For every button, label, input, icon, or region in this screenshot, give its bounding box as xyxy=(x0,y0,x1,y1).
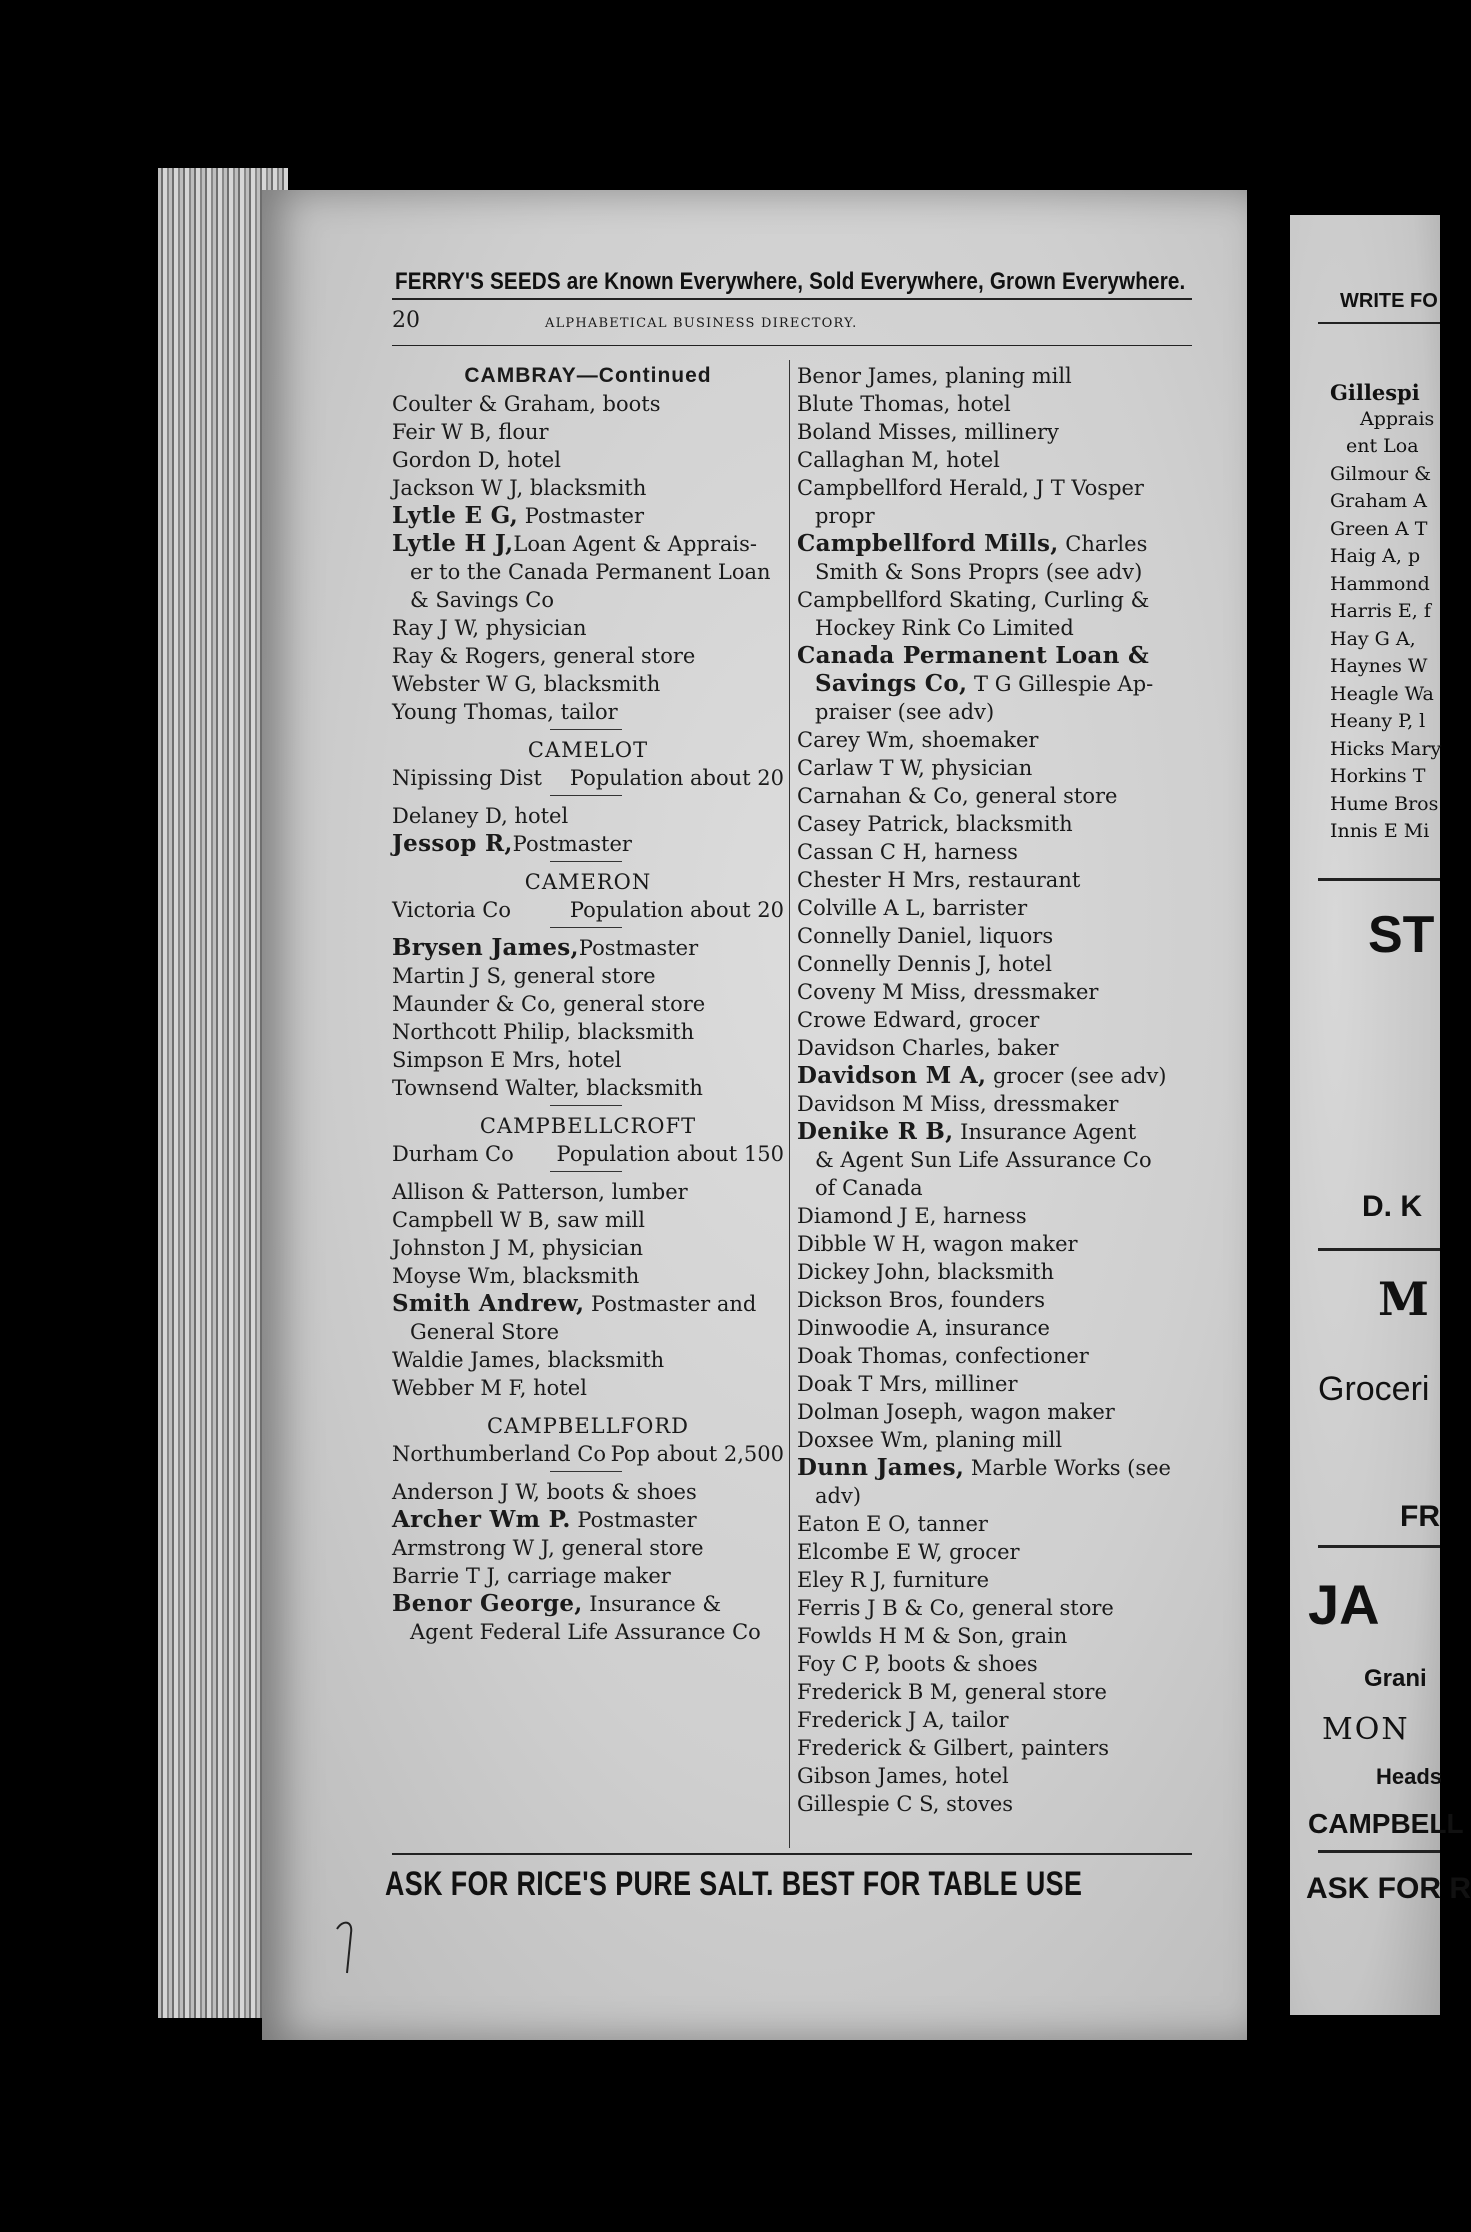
section-separator xyxy=(392,792,784,802)
town-heading: CAMPBELLCROFT xyxy=(479,1114,697,1138)
directory-entry xyxy=(797,558,1193,586)
entry-text: Feir W B, flour xyxy=(392,420,549,444)
adjacent-entry: Hume Bros xyxy=(1330,792,1439,815)
left-column xyxy=(392,362,784,1646)
entry-text: Gillespie C S, stoves xyxy=(797,1792,1014,1816)
directory-entry xyxy=(392,1234,784,1262)
directory-entry xyxy=(797,446,1193,474)
town-heading: CAMELOT xyxy=(527,738,649,762)
entry-name: Dunn James, xyxy=(797,1454,965,1481)
entry-text: Fowlds H M & Son, grain xyxy=(797,1624,1068,1648)
directory-entry xyxy=(392,1346,784,1374)
adjacent-entry: Hicks Mary xyxy=(1330,737,1442,760)
directory-entry xyxy=(797,838,1193,866)
directory-entry xyxy=(392,990,784,1018)
entry-text: Armstrong W J, general store xyxy=(392,1536,704,1560)
directory-entry xyxy=(797,810,1193,838)
adjacent-ad-campbell: CAMPBELL xyxy=(1308,1808,1464,1839)
directory-entry xyxy=(797,1398,1193,1426)
directory-entry xyxy=(797,726,1193,754)
directory-entry xyxy=(797,1146,1193,1174)
adjacent-ad-ask: ASK FOR R xyxy=(1306,1872,1471,1905)
bold-directory-entry xyxy=(392,1506,784,1534)
directory-entry xyxy=(797,1230,1193,1258)
adjacent-rule xyxy=(1318,878,1440,881)
population-label: Population about 20 xyxy=(569,898,784,922)
directory-entry xyxy=(797,1566,1193,1594)
directory-entry xyxy=(392,1074,784,1102)
directory-entry xyxy=(392,698,784,726)
entry-text: Campbellford Herald, J T Vosper xyxy=(797,476,1144,500)
entry-text: Frederick J A, tailor xyxy=(797,1708,1009,1732)
directory-entry xyxy=(797,1510,1193,1538)
adjacent-entry: Green A T xyxy=(1330,517,1428,540)
footer-rule xyxy=(392,1853,1192,1855)
directory-entry xyxy=(392,670,784,698)
adjacent-entry: Graham A xyxy=(1330,490,1427,512)
entry-text: Hockey Rink Co Limited xyxy=(815,616,1074,640)
entry-text: Allison & Patterson, lumber xyxy=(392,1180,688,1204)
county-label: Durham Co xyxy=(392,1142,514,1166)
bold-directory-entry xyxy=(797,1454,1193,1482)
entry-text: Smith & Sons Proprs (see adv) xyxy=(815,560,1143,584)
entry-text: Barrie T J, carriage maker xyxy=(392,1564,671,1588)
directory-entry xyxy=(797,502,1193,530)
entry-text: & Savings Co xyxy=(410,588,554,612)
entry-text: Gordon D, hotel xyxy=(392,448,561,472)
entry-name: Benor George, xyxy=(392,1590,583,1617)
section-separator xyxy=(392,726,784,736)
directory-entry xyxy=(392,474,784,502)
entry-text: Campbellford Skating, Curling & xyxy=(797,588,1150,612)
entry-text: Eley R J, furniture xyxy=(797,1568,990,1592)
entry-text: praiser (see adv) xyxy=(815,700,995,724)
bold-directory-entry xyxy=(392,830,784,858)
directory-entry xyxy=(797,1090,1193,1118)
adjacent-entry: Haig A, p xyxy=(1330,545,1421,567)
right-column xyxy=(797,362,1193,1818)
entry-text: Postmaster xyxy=(570,1508,697,1532)
entry-text: Insurance & xyxy=(582,1592,722,1616)
directory-entry xyxy=(392,1478,784,1506)
directory-entry xyxy=(392,1374,784,1402)
adjacent-banner: WRITE FO xyxy=(1340,290,1438,312)
adjacent-entry: Hay G A, xyxy=(1330,627,1416,650)
top-advertisement-banner: FERRY'S SEEDS are Known Everywhere, Sold Everywhere, Grown Everywhere. xyxy=(395,268,1186,295)
bold-directory-entry xyxy=(797,670,1193,698)
directory-entry xyxy=(797,754,1193,782)
entry-text: Marble Works (see xyxy=(964,1456,1171,1480)
entry-name: Canada Permanent Loan & xyxy=(797,642,1150,669)
page-number: 20 xyxy=(392,308,420,333)
directory-entry xyxy=(797,418,1193,446)
directory-entry xyxy=(392,962,784,990)
entry-text: Eaton E O, tanner xyxy=(797,1512,988,1536)
entry-text: General Store xyxy=(410,1320,560,1344)
entry-text: Delaney D, hotel xyxy=(392,804,569,828)
directory-entry xyxy=(797,1706,1193,1734)
directory-entry xyxy=(797,1006,1193,1034)
entry-name: Smith Andrew, xyxy=(392,1290,585,1317)
entry-text: propr xyxy=(815,504,875,528)
adjacent-rule xyxy=(1318,1850,1440,1853)
adjacent-entry: Haynes W xyxy=(1330,655,1428,677)
town-info-line xyxy=(392,764,784,792)
entry-text: Charles xyxy=(1058,532,1148,556)
directory-entry xyxy=(392,1534,784,1562)
entry-text: Dibble W H, wagon maker xyxy=(797,1232,1078,1256)
entry-text: Dickson Bros, founders xyxy=(797,1288,1046,1312)
adjacent-ad-grocer: Groceri xyxy=(1318,1370,1430,1408)
entry-text: T G Gillespie Ap- xyxy=(967,672,1154,696)
population-label: Population about 150 xyxy=(556,1142,784,1166)
entry-text: er to the Canada Permanent Loan xyxy=(410,560,771,584)
section-separator xyxy=(392,1468,784,1478)
entry-text: Johnston J M, physician xyxy=(392,1236,643,1260)
entry-text: Dickey John, blacksmith xyxy=(797,1260,1055,1284)
bold-directory-entry xyxy=(797,1118,1193,1146)
entry-text: of Canada xyxy=(815,1176,923,1200)
directory-entry xyxy=(797,1342,1193,1370)
county-label: Victoria Co xyxy=(392,898,512,922)
adjacent-entry: Hammond xyxy=(1330,572,1430,595)
directory-entry xyxy=(392,446,784,474)
entry-text: Connelly Dennis J, hotel xyxy=(797,952,1052,976)
population-label: Population about 20 xyxy=(569,766,784,790)
entry-text: Jackson W J, blacksmith xyxy=(392,476,647,500)
adjacent-ad-heads: Heads xyxy=(1376,1764,1443,1789)
entry-name: Davidson M A, xyxy=(797,1062,987,1089)
directory-entry xyxy=(797,1594,1193,1622)
bold-directory-entry xyxy=(392,1290,784,1318)
entry-name: Savings Co, xyxy=(815,670,968,697)
entry-text: Davidson M Miss, dressmaker xyxy=(797,1092,1119,1116)
town-info-line xyxy=(392,1140,784,1168)
entry-text: Doxsee Wm, planing mill xyxy=(797,1428,1063,1452)
bold-directory-entry xyxy=(797,1062,1193,1090)
entry-text: Postmaster and xyxy=(584,1292,757,1316)
county-label: Northumberland Co xyxy=(392,1442,606,1466)
spacer xyxy=(392,1402,784,1412)
directory-entry xyxy=(797,1370,1193,1398)
directory-entry xyxy=(392,1618,784,1646)
section-separator xyxy=(392,858,784,868)
directory-entry xyxy=(797,1426,1193,1454)
bold-directory-entry xyxy=(797,642,1193,670)
section-separator xyxy=(392,1168,784,1178)
adjacent-ad-ja: JA xyxy=(1308,1573,1380,1636)
entry-text: Coveny M Miss, dressmaker xyxy=(797,980,1099,1004)
entry-text: Foy C P, boots & shoes xyxy=(797,1652,1038,1676)
directory-entry xyxy=(797,362,1193,390)
entry-text: Elcombe E W, grocer xyxy=(797,1540,1020,1564)
directory-entry xyxy=(392,1262,784,1290)
entry-text: Insurance Agent xyxy=(953,1120,1137,1144)
entry-text: Townsend Walter, blacksmith xyxy=(392,1076,703,1100)
entry-text: Moyse Wm, blacksmith xyxy=(392,1264,640,1288)
directory-entry xyxy=(797,1734,1193,1762)
directory-entry xyxy=(797,698,1193,726)
directory-entry xyxy=(392,390,784,418)
entry-name: Lytle E G, xyxy=(392,502,519,529)
entry-text: adv) xyxy=(815,1484,862,1508)
adjacent-ad-mon: MON xyxy=(1322,1712,1410,1747)
entry-text: Frederick B M, general store xyxy=(797,1680,1107,1704)
entry-name: Denike R B, xyxy=(797,1118,954,1145)
entry-text: Simpson E Mrs, hotel xyxy=(392,1048,622,1072)
county-label: Nipissing Dist xyxy=(392,766,542,790)
entry-text: Anderson J W, boots & shoes xyxy=(392,1480,697,1504)
entry-text: Colville A L, barrister xyxy=(797,896,1028,920)
adjacent-entry: Heany P, l xyxy=(1330,710,1426,732)
directory-entry xyxy=(797,1678,1193,1706)
entry-text: Ray & Rogers, general store xyxy=(392,644,696,668)
directory-entry xyxy=(392,1018,784,1046)
entry-text: Campbell W B, saw mill xyxy=(392,1208,645,1232)
bottom-advertisement-banner: ASK FOR RICE'S PURE SALT. BEST FOR TABLE USE xyxy=(385,1865,1083,1903)
entry-text: Webster W G, blacksmith xyxy=(392,672,661,696)
adjacent-ad-m: M xyxy=(1378,1272,1429,1326)
directory-entry xyxy=(797,894,1193,922)
adjacent-entry: Apprais xyxy=(1360,407,1435,430)
running-head: ALPHABETICAL BUSINESS DIRECTORY. xyxy=(545,316,858,331)
entry-text: Davidson Charles, baker xyxy=(797,1036,1059,1060)
entry-text: Cassan C H, harness xyxy=(797,840,1018,864)
entry-text: Loan Agent & Apprais- xyxy=(513,532,757,556)
header-rule xyxy=(392,298,1192,300)
entry-text: Ray J W, physician xyxy=(392,616,587,640)
directory-entry xyxy=(392,558,784,586)
directory-entry xyxy=(392,418,784,446)
adjacent-rule xyxy=(1318,1248,1440,1251)
entry-text: Casey Patrick, blacksmith xyxy=(797,812,1073,836)
directory-entry xyxy=(797,614,1193,642)
entry-text: Blute Thomas, hotel xyxy=(797,392,1011,416)
entry-name: Campbellford Mills, xyxy=(797,530,1059,557)
directory-entry xyxy=(797,1174,1193,1202)
directory-entry xyxy=(797,922,1193,950)
directory-entry xyxy=(797,474,1193,502)
directory-entry xyxy=(392,1178,784,1206)
adjacent-entry: Harris E, f xyxy=(1330,600,1431,622)
town-info-line xyxy=(392,1440,784,1468)
entry-text: Waldie James, blacksmith xyxy=(392,1348,665,1372)
directory-entry xyxy=(392,614,784,642)
directory-entry xyxy=(392,1318,784,1346)
directory-entry xyxy=(797,978,1193,1006)
entry-text: Crowe Edward, grocer xyxy=(797,1008,1040,1032)
entry-text: Coulter & Graham, boots xyxy=(392,392,661,416)
entry-text: Carlaw T W, physician xyxy=(797,756,1033,780)
adjacent-rule xyxy=(1318,1545,1440,1548)
entry-text: grocer (see adv) xyxy=(986,1064,1167,1088)
entry-text: Dolman Joseph, wagon maker xyxy=(797,1400,1115,1424)
directory-entry xyxy=(392,1562,784,1590)
directory-entry xyxy=(797,950,1193,978)
entry-text: Chester H Mrs, restaurant xyxy=(797,868,1081,892)
entry-text: Doak T Mrs, milliner xyxy=(797,1372,1018,1396)
entry-text: Carnahan & Co, general store xyxy=(797,784,1118,808)
entry-text: Northcott Philip, blacksmith xyxy=(392,1020,695,1044)
town-heading: CAMBRAY—Continued xyxy=(464,364,712,387)
directory-entry xyxy=(797,1762,1193,1790)
entry-text: Martin J S, general store xyxy=(392,964,656,988)
entry-text: Ferris J B & Co, general store xyxy=(797,1596,1114,1620)
directory-entry xyxy=(797,1538,1193,1566)
directory-entry xyxy=(797,1650,1193,1678)
directory-entry xyxy=(797,1790,1193,1818)
bold-directory-entry xyxy=(797,530,1193,558)
bold-directory-entry xyxy=(392,530,784,558)
entry-text: Boland Misses, millinery xyxy=(797,420,1059,444)
column-divider xyxy=(789,360,790,1848)
directory-entry xyxy=(392,586,784,614)
bold-directory-entry xyxy=(392,502,784,530)
section-separator xyxy=(392,1102,784,1112)
entry-text: Diamond J E, harness xyxy=(797,1204,1027,1228)
entry-text: Gibson James, hotel xyxy=(797,1764,1009,1788)
adjacent-entry: Gillespi xyxy=(1330,380,1420,405)
directory-entry xyxy=(797,390,1193,418)
population-label: Pop about 2,500 xyxy=(610,1442,784,1466)
directory-entry xyxy=(797,1314,1193,1342)
entry-text: Young Thomas, tailor xyxy=(392,700,618,724)
entry-name: Archer Wm P. xyxy=(392,1506,571,1533)
entry-text: Connelly Daniel, liquors xyxy=(797,924,1054,948)
entry-text: & Agent Sun Life Assurance Co xyxy=(815,1148,1152,1172)
directory-entry xyxy=(797,1286,1193,1314)
adjacent-entry: Horkins T xyxy=(1330,765,1426,787)
adjacent-ad-dk: D. K xyxy=(1362,1190,1422,1223)
directory-entry xyxy=(797,1034,1193,1062)
town-info-line xyxy=(392,896,784,924)
town-heading: CAMERON xyxy=(524,870,652,894)
adjacent-ad-fr: FR xyxy=(1400,1500,1440,1533)
entry-name: Jessop R, xyxy=(392,830,513,857)
directory-entry xyxy=(797,1482,1193,1510)
entry-text: Postmaster xyxy=(578,936,699,960)
entry-text: Maunder & Co, general store xyxy=(392,992,706,1016)
entry-name: Lytle H J, xyxy=(392,530,514,557)
adjacent-entry: Heagle Wa xyxy=(1330,682,1434,705)
directory-entry xyxy=(392,802,784,830)
adjacent-entry: ent Loa xyxy=(1346,435,1419,457)
directory-entry xyxy=(797,1202,1193,1230)
bold-directory-entry xyxy=(392,1590,784,1618)
adjacent-entry: Innis E Mi xyxy=(1330,820,1430,842)
running-head-rule xyxy=(392,345,1192,346)
directory-entry xyxy=(797,1258,1193,1286)
adjacent-entry: Gilmour & xyxy=(1330,462,1432,485)
entry-text: Carey Wm, shoemaker xyxy=(797,728,1039,752)
adjacent-ad-grani: Grani xyxy=(1364,1665,1427,1692)
directory-entry xyxy=(797,782,1193,810)
directory-entry xyxy=(797,586,1193,614)
directory-entry xyxy=(392,642,784,670)
adjacent-header-rule xyxy=(1318,322,1440,324)
town-heading: CAMPBELLFORD xyxy=(487,1414,689,1438)
directory-entry xyxy=(392,1046,784,1074)
section-separator xyxy=(392,924,784,934)
entry-text: Dinwoodie A, insurance xyxy=(797,1316,1050,1340)
adjacent-ad-st: ST xyxy=(1368,906,1435,964)
directory-entry xyxy=(797,866,1193,894)
entry-text: Frederick & Gilbert, painters xyxy=(797,1736,1109,1760)
entry-text: Callaghan M, hotel xyxy=(797,448,1000,472)
directory-entry xyxy=(797,1622,1193,1650)
entry-text: Postmaster xyxy=(512,832,632,856)
entry-text: Benor James, planing mill xyxy=(797,364,1072,388)
pencil-mark xyxy=(333,1915,357,1975)
directory-entry xyxy=(392,1206,784,1234)
bold-directory-entry xyxy=(392,934,784,962)
entry-text: Postmaster xyxy=(518,504,645,528)
entry-text: Agent Federal Life Assurance Co xyxy=(410,1620,761,1644)
entry-text: Doak Thomas, confectioner xyxy=(797,1344,1089,1368)
entry-text: Webber M F, hotel xyxy=(392,1376,587,1400)
entry-name: Brysen James, xyxy=(392,934,579,961)
